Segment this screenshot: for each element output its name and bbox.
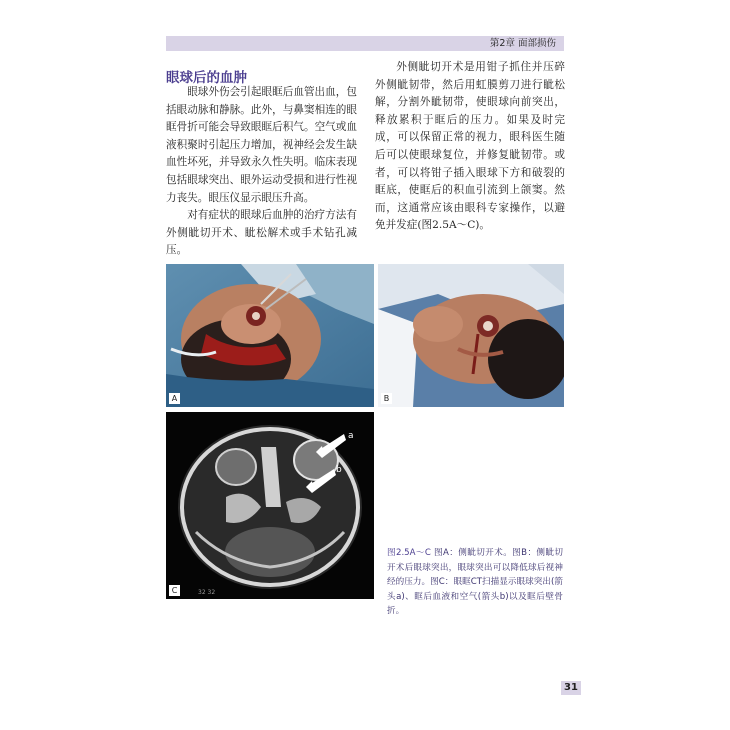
section-title: 眼球后的血肿 xyxy=(166,70,247,86)
caption-text: 图A：侧眦切开术。图B：侧眦切开术后眼球突出，眼球突出可以降低球后视神经的压力。图C：眼眶CT扫描显示眼球突出(箭头a)、眶后血液和空气(箭头b)以及眶后壁骨折。 xyxy=(387,548,563,616)
figure-a-photo xyxy=(166,264,374,407)
figure-a-label: A xyxy=(169,393,180,404)
figure-c-image xyxy=(166,412,374,599)
ct-corner-text: 32 32 xyxy=(198,589,216,596)
arrow-b-label: b xyxy=(336,465,342,475)
right-paragraph-1: 外侧眦切开术是用钳子抓住并压碎外侧眦韧带，然后用虹膜剪刀进行眦松解，分割外眦韧带，使眼球向前突出，释放累积于眶后的压力。如果及时完成，可以保留正常的视力，眼科医生随后可以使眼球复位，并修复眦韧带。或者，可以将钳子插入眼球下方和破裂的眶底，使眶后的积血引流到上颌窦。然而，这通常应该由眼科专家操作，以避免并发症(图2.5A～C)。 xyxy=(375,61,565,232)
chapter-header-text: 第2章 面部损伤 xyxy=(489,38,556,49)
right-column xyxy=(375,59,565,235)
left-column xyxy=(166,84,357,260)
page-number: 31 xyxy=(561,681,581,695)
caption-figure-ref: 图2.5A～C xyxy=(387,548,431,558)
figure-c-ct-scan xyxy=(166,412,374,599)
arrow-a-label: a xyxy=(348,431,354,441)
left-paragraph-1: 眼球外伤会引起眼眶后血管出血，包括眼动脉和静脉。此外，与鼻窦相连的眼眶骨折可能会导致眼眶后积气。空气或血液积聚时引起压力增加，视神经会发生缺血性坏死，并导致永久性失明。临床表现包括眼球突出、眼外运动受损和进行性视力丧失。眼压仪显示眼压升高。 xyxy=(166,86,357,204)
figure-c-label: C xyxy=(169,585,180,596)
left-paragraph-2: 对有症状的眼球后血肿的治疗方法有外侧眦切开术、眦松解术或手术钻孔减压。 xyxy=(166,209,357,257)
figure-b-photo xyxy=(378,264,564,407)
figure-a-image xyxy=(166,264,374,407)
figure-b-image xyxy=(378,264,564,407)
chapter-header-bar xyxy=(166,36,564,51)
figure-caption xyxy=(387,546,563,619)
figure-b-label: B xyxy=(381,393,392,404)
